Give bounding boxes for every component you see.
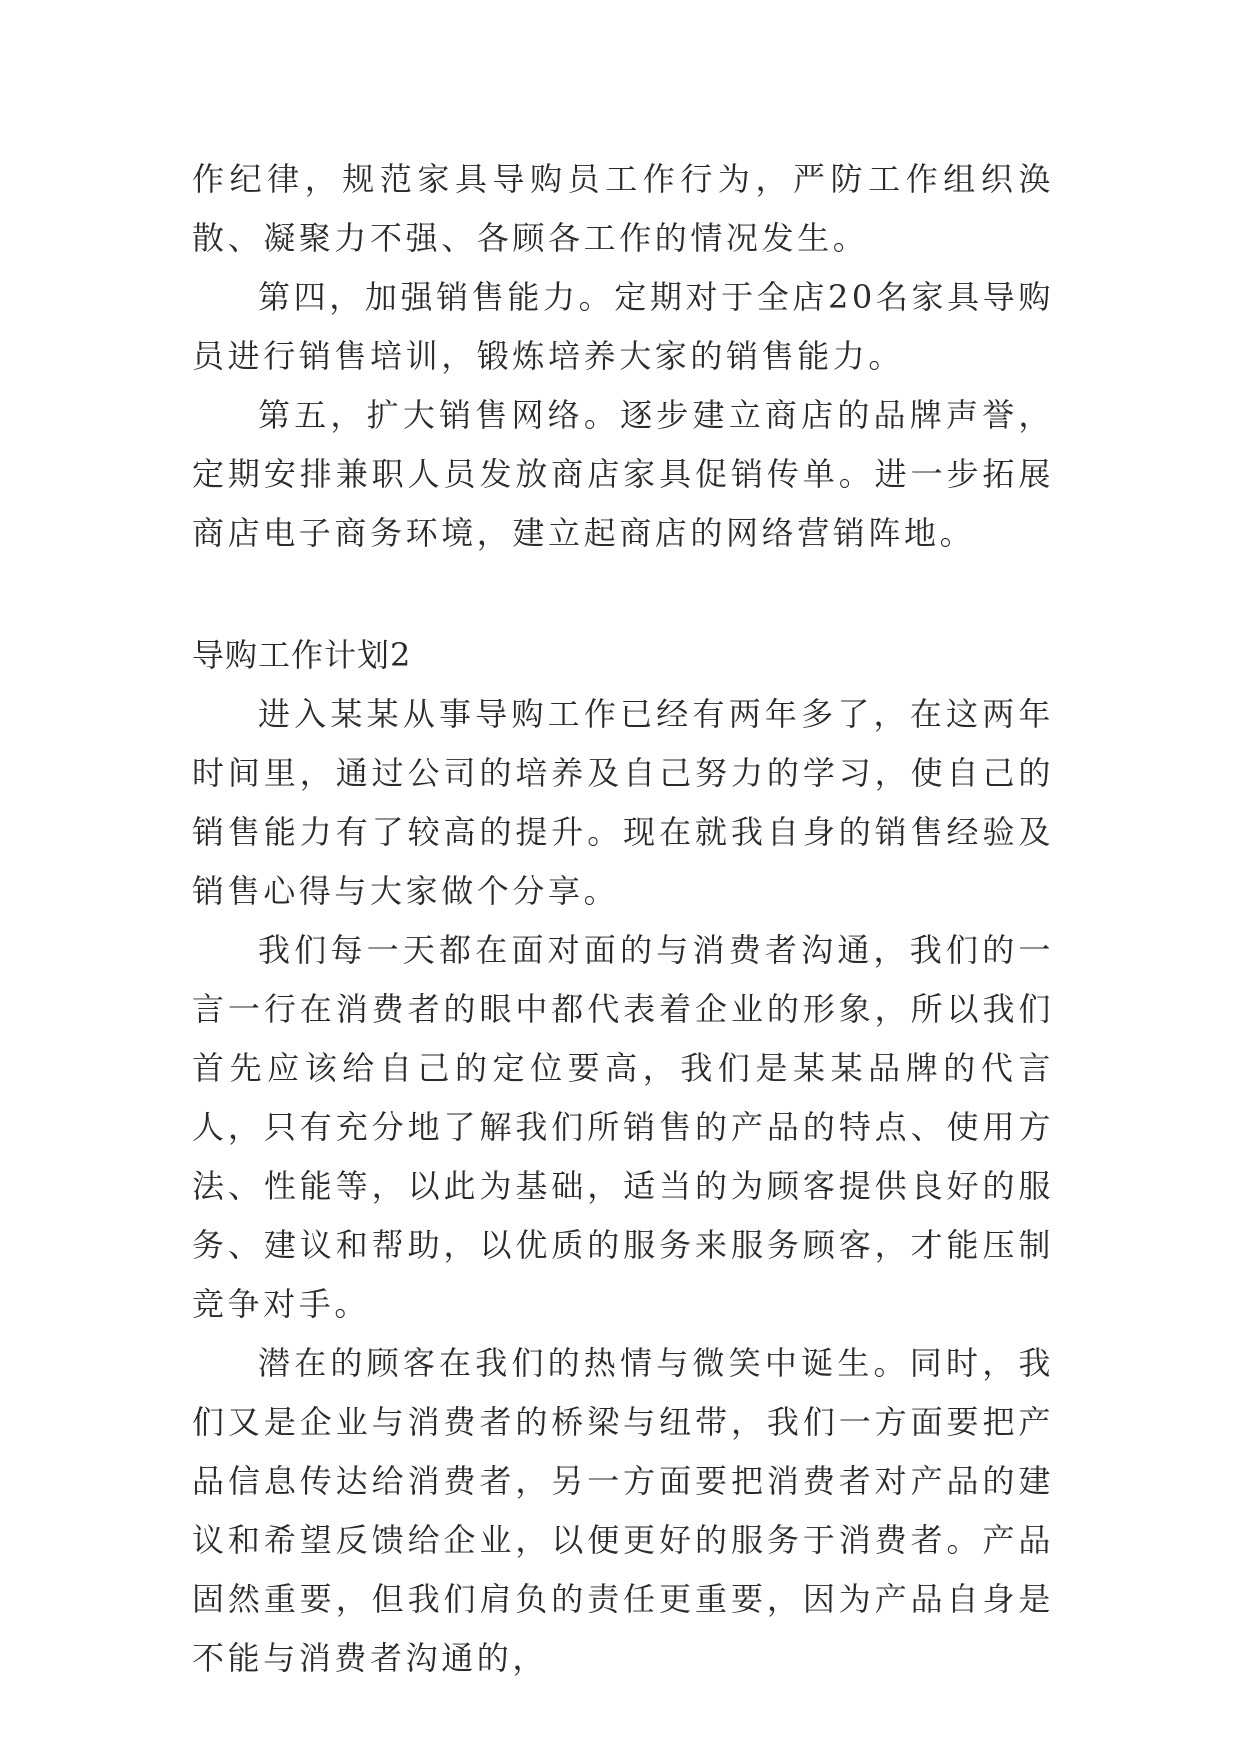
document-body (192, 150, 1054, 1688)
section-title: 导购工作计划2 (192, 636, 412, 674)
paragraph-fifth-point: 第五，扩大销售网络。逐步建立商店的品牌声誉，定期安排兼职人员发放商店家具促销传单。进一步拓展商店电子商务环境，建立起商店的网络营销阵地。 (192, 396, 1054, 552)
paragraph-fourth-point: 第四，加强销售能力。定期对于全店20名家具导购员进行销售培训，锻炼培养大家的销售能力。 (192, 278, 1054, 375)
paragraph-intro: 进入某某从事导购工作已经有两年多了，在这两年时间里，通过公司的培养及自己努力的学习，使自己的销售能力有了较高的提升。现在就我自身的销售经验及销售心得与大家做个分享。 (192, 695, 1054, 910)
paragraph-potential-customers: 潜在的顾客在我们的热情与微笑中诞生。同时，我们又是企业与消费者的桥梁与纽带，我们一方面要把产品信息传达给消费者，另一方面要把消费者对产品的建议和希望反馈给企业，以便更好的服务于消费者。产品固然重要，但我们肩负的责任更重要，因为产品自身是不能与消费者沟通的， (192, 1344, 1054, 1677)
section-spacer (192, 563, 1054, 626)
paragraph-daily-communication: 我们每一天都在面对面的与消费者沟通，我们的一言一行在消费者的眼中都代表着企业的形象，所以我们首先应该给自己的定位要高，我们是某某品牌的代言人，只有充分地了解我们所销售的产品的特点、使用方法、性能等，以此为基础，适当的为顾客提供良好的服务、建议和帮助，以优质的服务来服务顾客，才能压制竞争对手。 (192, 931, 1054, 1323)
paragraph-continued: 作纪律，规范家具导购员工作行为，严防工作组织涣散、凝聚力不强、各顾各工作的情况发生。 (192, 160, 1054, 257)
